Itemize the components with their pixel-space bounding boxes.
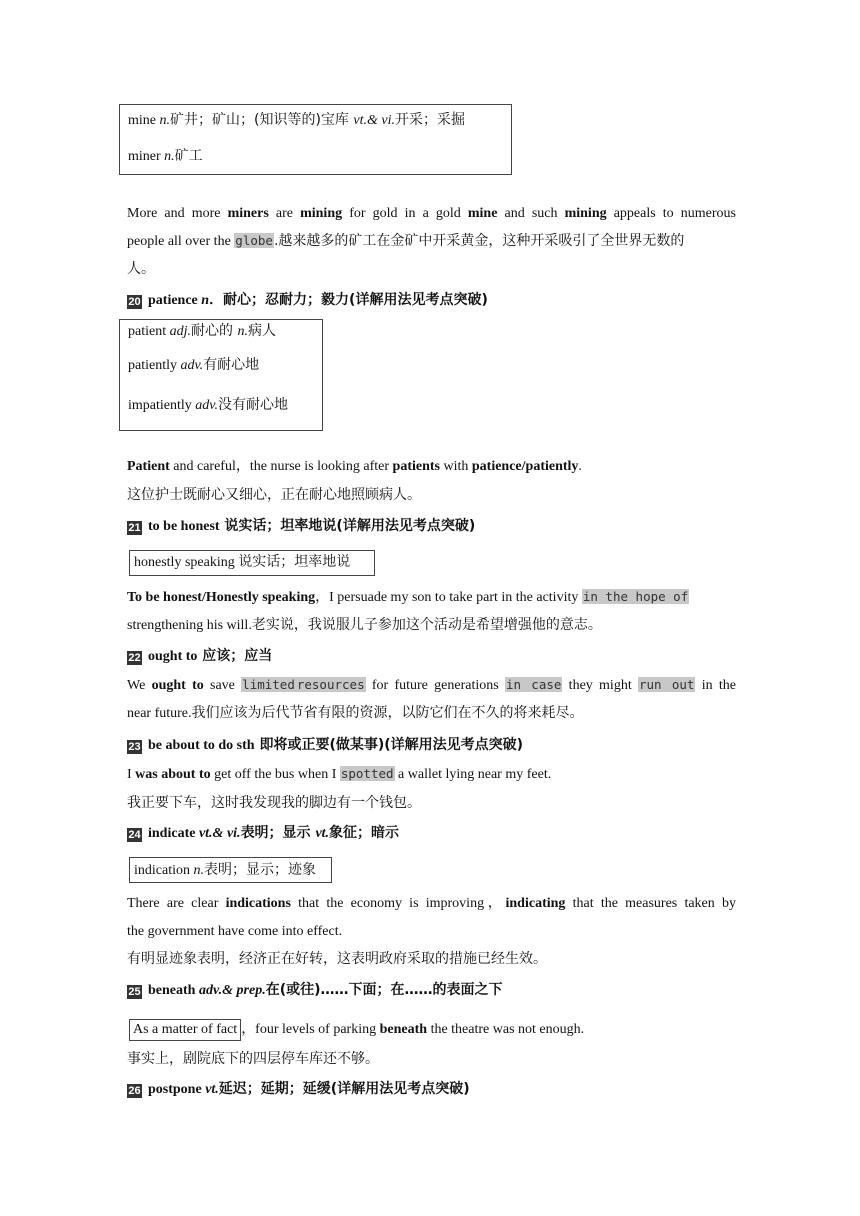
highlight-spotted: spotted bbox=[340, 766, 394, 781]
example-patient-translation: 这位护士既耐心又细心，正在耐心地照顾病人。 bbox=[127, 487, 421, 503]
item-22-heading: 22 ought to 应该；应当 bbox=[128, 648, 273, 664]
word-family-box-honestly: honestly speaking 说实话；坦率地说 bbox=[129, 550, 375, 576]
example-mine-line2: people all over the globe.越来越多的矿工在金矿中开采黄金，这种开采吸引了全世界无数的 bbox=[127, 233, 685, 249]
item-number-badge: 26 bbox=[128, 1085, 141, 1097]
example-mine-line1: More and more miners are mining for gold in a gold mine and such mining appeals to numerous bbox=[127, 206, 736, 221]
box-line-patiently: patiently adv.有耐心地 bbox=[128, 357, 260, 373]
highlight-run-out: run out bbox=[638, 677, 695, 692]
item-21-heading: 21 to be honest 说实话；坦率地说(详解用法见考点突破) bbox=[128, 518, 476, 534]
example-indicate-line2: the government have come into effect. bbox=[127, 924, 343, 939]
highlight-in-case: in case bbox=[505, 677, 562, 692]
item-26-heading: 26 postpone vt.延迟；延期；延缓(详解用法见考点突破) bbox=[128, 1081, 470, 1097]
box-line-impatiently: impatiently adv.没有耐心地 bbox=[128, 397, 288, 413]
example-ought-line2: near future.我们应该为后代节省有限的资源，以防它们在不久的将来耗尽。 bbox=[127, 706, 584, 721]
example-indicate-line1: There are clear indications that the economy is improving，indicating that the measures taken by bbox=[127, 896, 736, 911]
example-mine-line3: 人。 bbox=[127, 261, 155, 277]
example-honest-line1: To be honest/Honestly speaking，I persuade my son to take part in the activity in the hope of bbox=[127, 589, 689, 605]
highlight-resources: resources bbox=[296, 677, 365, 692]
example-indicate-translation: 有明显迹象表明，经济正在好转，这表明政府采取的措施已经生效。 bbox=[127, 951, 547, 967]
item-23-heading: 23 be about to do sth 即将或正要(做某事)(详解用法见考点突破) bbox=[128, 737, 524, 753]
item-number-badge: 25 bbox=[128, 986, 141, 998]
item-number-badge: 22 bbox=[128, 652, 141, 664]
example-patient-line1: Patient and careful，the nurse is looking after patients with patience/patiently. bbox=[127, 459, 582, 474]
word-family-box-patient bbox=[119, 319, 323, 431]
word-family-box-indication: indication n.表明；显示；迹象 bbox=[129, 857, 332, 883]
box-line-miner: miner n.矿工 bbox=[128, 148, 203, 164]
item-25-heading: 25 beneath adv.& prep.在(或往)……下面；在……的表面之下 bbox=[128, 982, 503, 998]
box-line-mine: mine n.矿井；矿山；(知识等的)宝库 vt.& vi.开采；采掘 bbox=[128, 112, 465, 128]
item-number-badge: 20 bbox=[128, 296, 141, 308]
highlight-in-the-hope-of: in the hope of bbox=[582, 589, 689, 604]
item-number-badge: 21 bbox=[128, 522, 141, 534]
item-24-heading: 24 indicate vt.& vi.表明；显示 vt.象征；暗示 bbox=[128, 825, 400, 841]
item-20-heading: 20 patience n．耐心；忍耐力；毅力(详解用法见考点突破) bbox=[128, 292, 488, 308]
example-about-translation: 我正要下车，这时我发现我的脚边有一个钱包。 bbox=[127, 795, 421, 811]
example-beneath-translation: 事实上，剧院底下的四层停车库还不够。 bbox=[127, 1051, 379, 1067]
example-beneath-line1: As a matter of fact ，four levels of parking beneath the theatre was not enough. bbox=[129, 1019, 584, 1041]
item-number-badge: 24 bbox=[128, 829, 141, 841]
phrase-box-as-a-matter-of-fact: As a matter of fact bbox=[129, 1019, 241, 1041]
highlight-globe: globe bbox=[235, 233, 273, 248]
example-ought-line1: We ought to save limited resources for future generations in case they might run out in the bbox=[127, 677, 736, 693]
item-number-badge: 23 bbox=[128, 741, 141, 753]
box-line-patient: patient adj.耐心的 n.病人 bbox=[128, 323, 276, 339]
example-about-line1: I was about to get off the bus when I spotted a wallet lying near my feet. bbox=[127, 766, 552, 782]
example-honest-line2: strengthening his will.老实说，我说服儿子参加这个活动是希望增强他的意志。 bbox=[127, 618, 602, 633]
word-family-box-mine bbox=[119, 104, 512, 175]
highlight-limited: limited bbox=[242, 677, 295, 692]
